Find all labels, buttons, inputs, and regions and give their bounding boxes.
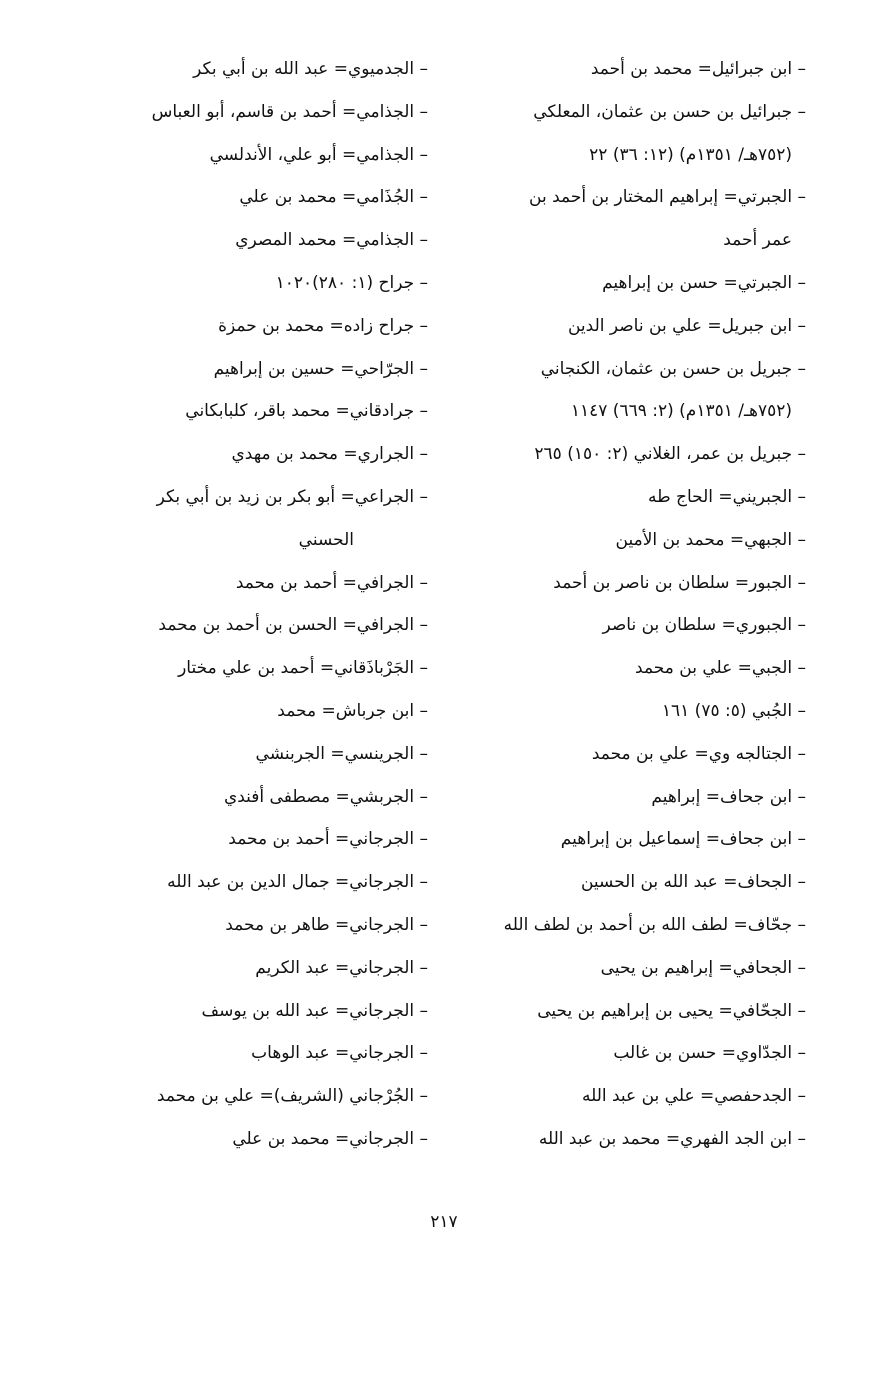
index-entry: – الجرجاني= أحمد بن محمد (228, 829, 428, 850)
index-entry: – جبريل بن عمر، الغلاني (٢: ١٥٠) ٢٦٥ (534, 444, 806, 465)
index-column-right (456, 48, 806, 1161)
index-entry: – الجرجاني= جمال الدين بن عبد الله (167, 872, 428, 893)
index-entry: – ابن الجد الفهري= محمد بن عبد الله (538, 1128, 806, 1149)
index-entry: – الجدّاوي= حسن بن غالب (613, 1043, 806, 1064)
index-entry: – الجرجاني= طاهر بن محمد (225, 914, 428, 935)
index-entry: – ابن جحاف= إبراهيم (651, 786, 806, 807)
index-entry: – الجحافي= إبراهيم بن يحيى (600, 957, 806, 978)
index-entry: – الجبريني= الحاج طه (647, 486, 806, 507)
index-entry: – الجراري= محمد بن مهدي (231, 444, 428, 465)
index-entry: – الجُرْجاني (الشريف)= علي بن محمد (156, 1086, 428, 1107)
index-entry: – الجرجاني= عبد الله بن يوسف (201, 1000, 428, 1021)
index-entry: – الجُذَامي= محمد بن علي (239, 187, 428, 208)
index-entry: – الجذامي= أحمد بن قاسم، أبو العباس (151, 101, 428, 122)
index-entry: – جرادقاني= محمد باقر، كلبابكاني (185, 401, 428, 422)
index-entry: – الجبور= سلطان بن ناصر بن أحمد (553, 572, 806, 593)
index-entry: – الجبرتي= إبراهيم المختار بن أحمد بن (529, 187, 806, 208)
index-entry: – ابن جرباش= محمد (277, 700, 428, 721)
index-entry: – الجبرتي= حسن بن إبراهيم (602, 272, 806, 293)
index-entry: – جراح زاده= محمد بن حمزة (218, 315, 428, 336)
index-entry-continuation: الحسني (298, 529, 354, 550)
index-entry: – الجدحفصي= علي بن عبد الله (581, 1086, 806, 1107)
index-entry: – جبرائيل بن حسن بن عثمان، المعلكي (533, 101, 806, 122)
index-entry: – الجتالجه وي= علي بن محمد (591, 743, 806, 764)
index-entry: – ابن جبرائيل= محمد بن أحمد (590, 59, 806, 79)
index-entry: – الجرافي= الحسن بن أحمد بن محمد (158, 615, 428, 636)
index-entry: – ابن جحاف= إسماعيل بن إبراهيم (560, 829, 806, 850)
index-entry: – الجبوري= سلطان بن ناصر (602, 615, 806, 636)
index-entry: – الجبي= علي بن محمد (635, 658, 806, 679)
index-entry: – جبريل بن حسن بن عثمان، الكنجاني (540, 358, 806, 379)
index-entry: – الجَرْباذَقاني= أحمد بن علي مختار (178, 658, 428, 679)
index-column-left (58, 48, 428, 1161)
index-entry: – الجرجاني= عبد الوهاب (251, 1043, 428, 1064)
index-entry: – الجذامي= أبو علي، الأندلسي (209, 144, 428, 165)
index-entry: – الجرافي= أحمد بن محمد (235, 572, 428, 593)
index-entry: – الجرّاحي= حسين بن إبراهيم (213, 358, 428, 379)
index-entry-continuation: (٧٥٢هـ/ ١٣٥١م) (٢: ٦٦٩) ١١٤٧ (570, 401, 792, 422)
index-entry: – الجربشي= مصطفى أفندي (223, 786, 428, 807)
index-entry: – الجدميوي= عبد الله بن أبي بكر (193, 59, 428, 79)
index-entry: – الجبهي= محمد بن الأمين (615, 529, 806, 550)
index-entry: – الجُبي (٥: ٧٥) ١٦١ (661, 700, 806, 721)
index-entry: – الجرينسي= الجربنشي (255, 743, 428, 764)
index-entry: – الجذامي= محمد المصري (235, 230, 428, 251)
index-entry: – جحّاف= لطف الله بن أحمد بن لطف الله (503, 914, 806, 935)
index-entry: – جراح (١: ٢٨٠)١٠٢٠ (275, 272, 428, 293)
index-entry: – الجحّافي= يحيى بن إبراهيم بن يحيى (537, 1000, 806, 1021)
index-entry: – الجراعي= أبو بكر بن زيد بن أبي بكر (156, 486, 428, 507)
index-entry: – الجحاف= عبد الله بن الحسين (580, 872, 806, 893)
index-entry: – الجرجاني= محمد بن علي (232, 1128, 428, 1149)
index-entry-continuation: عمر أحمد (723, 230, 792, 251)
index-entry-continuation: (٧٥٢هـ/ ١٣٥١م) (١٢: ٣٦) ٢٢ (589, 144, 792, 165)
page-number: ٢١٧ (430, 1212, 458, 1232)
index-entry: – ابن جبريل= علي بن ناصر الدين (567, 315, 806, 336)
index-entry: – الجرجاني= عبد الكريم (255, 957, 428, 978)
